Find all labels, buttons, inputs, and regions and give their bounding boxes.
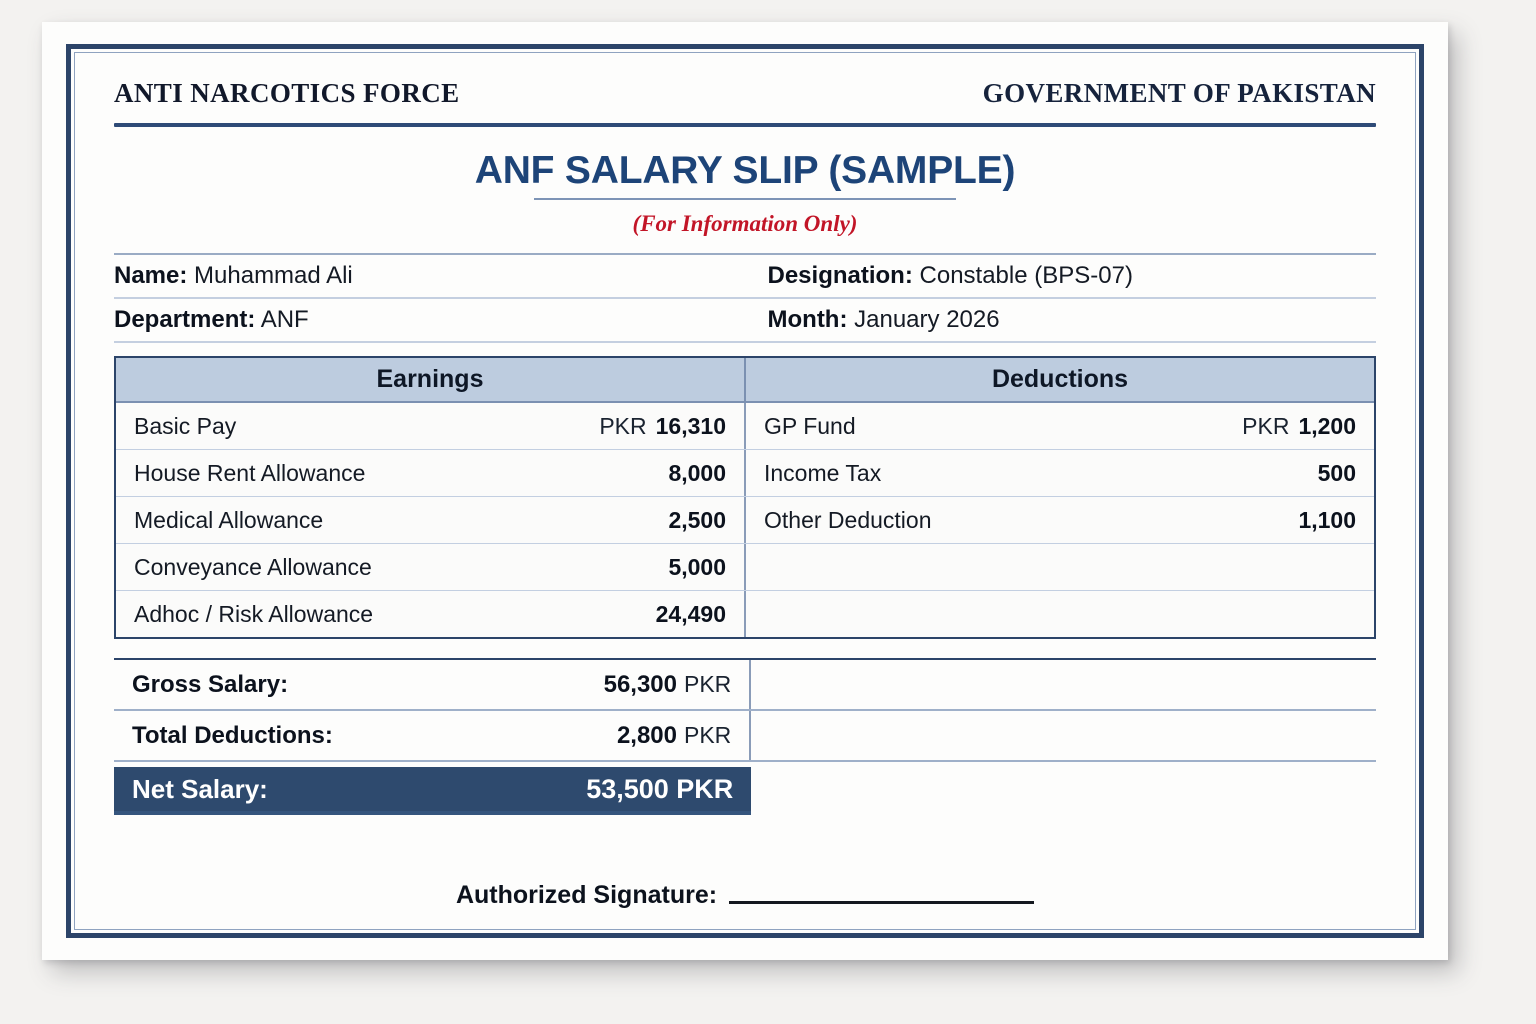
salary-summary (114, 658, 1376, 815)
line-item-label: Basic Pay (134, 412, 237, 439)
table-body (116, 403, 1374, 637)
gross-salary-currency: PKR (684, 671, 732, 697)
line-item-amount: 8,000 (668, 459, 726, 486)
earnings-cell (116, 544, 746, 590)
line-item-amount: 2,500 (668, 506, 726, 533)
line-item-label: Income Tax (764, 459, 882, 486)
total-deductions-label: Total Deductions: (132, 721, 333, 749)
table-row (116, 449, 1374, 496)
info-row-1 (114, 255, 1376, 299)
department-value: ANF (260, 306, 309, 333)
line-item-currency: PKR (599, 412, 647, 439)
title-block (114, 149, 1376, 237)
line-item-label: Adhoc / Risk Allowance (134, 600, 374, 627)
deductions-column-header: Deductions (991, 365, 1129, 393)
designation-field (723, 262, 1377, 290)
month-value: January 2026 (854, 306, 1000, 333)
deductions-cell (746, 544, 1374, 590)
gross-salary-label: Gross Salary: (132, 670, 289, 698)
signature-block (114, 881, 1376, 910)
gross-salary-amount: 56,300 (603, 670, 677, 698)
total-deductions-currency: PKR (684, 722, 732, 748)
line-item-label: Medical Allowance (134, 506, 324, 533)
net-salary-empty-cell (751, 767, 1376, 815)
earnings-cell (116, 403, 746, 449)
page-subtitle: (For Information Only) (632, 211, 858, 236)
net-salary-bar (114, 767, 751, 815)
line-item-label: GP Fund (764, 412, 856, 439)
earnings-cell (116, 497, 746, 543)
designation-label: Designation: (767, 262, 913, 289)
earnings-cell (116, 450, 746, 496)
table-row (116, 496, 1374, 543)
organization-name: ANTI NARCOTICS FORCE (114, 78, 460, 108)
table-row (116, 590, 1374, 637)
total-deductions-row (114, 711, 1376, 762)
deductions-cell (746, 591, 1374, 637)
total-deductions-cell (114, 711, 751, 760)
letterhead (114, 78, 1376, 120)
designation-value: Constable (BPS-07) (919, 262, 1133, 289)
department-label: Department: (114, 306, 256, 333)
line-item-label: House Rent Allowance (134, 459, 366, 486)
line-item-amount: 1,100 (1298, 506, 1356, 533)
employee-name-label: Name: (114, 262, 188, 289)
month-field (723, 306, 1377, 334)
month-label: Month: (767, 306, 848, 333)
net-salary-row (114, 767, 1376, 815)
signature-label: Authorized Signature: (455, 881, 718, 909)
gross-salary-empty-cell (751, 660, 1376, 709)
line-item-label: Conveyance Allowance (134, 553, 372, 580)
line-item-amount: 24,490 (655, 600, 726, 627)
document-content (114, 78, 1376, 909)
deductions-cell (746, 497, 1374, 543)
net-salary-label: Net Salary: (132, 773, 268, 804)
government-name: GOVERNMENT OF PAKISTAN (982, 78, 1376, 108)
line-item-label: Other Deduction (764, 506, 932, 533)
line-item-amount: 1,200 (1298, 412, 1356, 439)
salary-slip-page (42, 22, 1448, 960)
department-field (114, 306, 723, 334)
line-item-currency: PKR (1242, 412, 1290, 439)
employee-name-value: Muhammad Ali (194, 262, 353, 289)
letterhead-divider (114, 123, 1376, 127)
total-deductions-amount: 2,800 (616, 721, 677, 749)
earnings-deductions-table (114, 356, 1376, 639)
earnings-column-header: Earnings (116, 358, 746, 401)
line-item-amount: 5,000 (668, 553, 726, 580)
line-item-amount: 16,310 (655, 412, 726, 439)
employee-name-field (114, 262, 723, 290)
gross-salary-cell (114, 660, 751, 709)
line-item-amount: 500 (1317, 459, 1356, 486)
table-row (116, 403, 1374, 449)
deductions-cell (746, 403, 1374, 449)
info-row-2 (114, 299, 1376, 343)
gross-salary-row (114, 660, 1376, 711)
total-deductions-empty-cell (751, 711, 1376, 760)
signature-line (729, 901, 1034, 904)
page-title: ANF SALARY SLIP (SAMPLE) (475, 149, 1016, 200)
net-salary-amount: 53,500 PKR (586, 773, 734, 804)
earnings-cell (116, 591, 746, 637)
table-row (116, 543, 1374, 590)
table-header-row (116, 358, 1374, 403)
signature-inner (456, 881, 1034, 910)
deductions-cell (746, 450, 1374, 496)
employee-info (114, 255, 1376, 343)
